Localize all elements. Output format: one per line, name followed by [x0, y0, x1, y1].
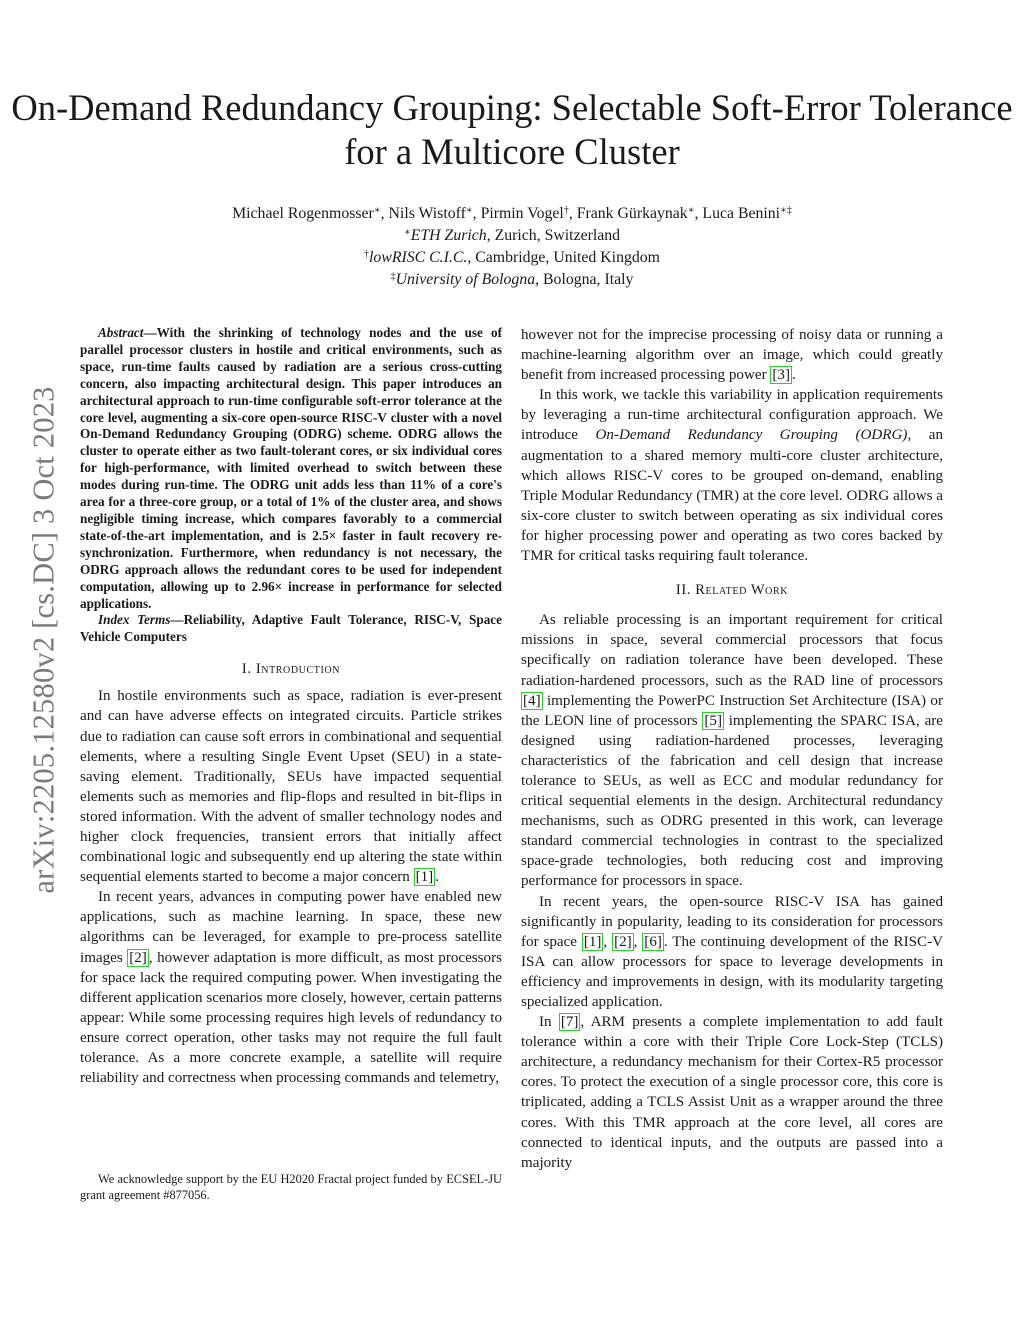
affiliation-mark: †: [364, 249, 370, 260]
author-names: Michael Rogenmosser∗, Nils Wistoff∗, Pirmin Vogel†, Frank Gürkaynak∗, Luca Benini∗‡: [232, 205, 792, 222]
section-numeral: I.: [241, 661, 252, 678]
citation-link[interactable]: [7]: [560, 1014, 579, 1031]
left-column: [80, 325, 502, 1088]
abstract-label: Abstract: [98, 325, 144, 340]
affiliation-eth: [0, 225, 1024, 247]
citation-link[interactable]: [4]: [523, 692, 541, 709]
paragraph: [521, 325, 943, 385]
paragraph-text: In recent years, the open-source RISC-V ISA has gained significantly in popularity, leading to its consideration for processors for space: [521, 893, 943, 950]
section-heading-related-work: [521, 580, 943, 600]
paragraph: [521, 610, 943, 891]
citation-link[interactable]: [6]: [644, 933, 662, 950]
index-terms-text: —Reliability, Adaptive Fault Tolerance, RISC-V, Space Vehicle Computers: [80, 612, 502, 645]
index-terms: [80, 612, 502, 646]
paragraph: [80, 686, 502, 887]
section-title: Related Work: [695, 582, 789, 599]
author-block: [0, 203, 1024, 291]
paper-title: On-Demand Redundancy Grouping: Selectable Soft-Error Tolerance for a Multicore Cluster: [11, 87, 1013, 172]
abstract-text: —With the shrinking of technology nodes and the use of parallel processor clusters in hostile and critical environments, such as space, run-time faults caused by radiation are a serious cross-cutting concern, also impacting architectural design. This paper introduces an architectural approach to run-time configurable soft-error tolerance at the core level, augmenting a six-core open-source RISC-V cluster with a novel On-Demand Redundancy Grouping (ODRG) scheme. ODRG allows the cluster to operate either as two fault-tolerant cores, or six individual cores for high-performance, with limited overhead to switch between these modes during run-time. The ODRG unit adds less than 11% of a core's area for a three-core group, or a total of 1% of the cluster area, and shows negligible timing increase, which compares favorably to a commercial state-of-the-art implementation, and is 2.5× faster in fault recovery re-synchronization. Furthermore, when redundancy is not necessary, the ODRG approach allows the redundant cores to be used for independent computation, allowing up to 2.96× increase in performance for selected applications.: [80, 325, 502, 611]
section-title: Introduction: [255, 661, 341, 678]
author-name: Nils Wistoff: [388, 205, 466, 222]
citation-link[interactable]: [1]: [415, 869, 434, 886]
affiliation-bologna: [0, 269, 1024, 291]
paragraph-text: , an augmentation to a shared memory multi-core cluster architecture, which allows RISC-V cores to be grouped on-demand, enabling Triple Modular Redundancy (TMR) at the core level. ODRG allows a six-core cluster to switch between operating as six individual cores for higher processing power and operating as two cores backed by TMR for critical tasks requiring fault tolerance.: [521, 427, 943, 565]
institution-name: University of Bologna: [395, 271, 536, 288]
affiliation-mark: ∗‡: [780, 205, 792, 216]
institution-location: , Zurich, Switzerland: [486, 227, 621, 244]
affiliation-mark: ‡: [390, 271, 396, 282]
affiliation-mark: †: [563, 205, 569, 216]
author-name: Pirmin Vogel: [480, 205, 564, 222]
author-name: Luca Benini: [702, 205, 781, 222]
affiliation-mark: ∗: [403, 227, 411, 238]
paragraph-text: , however adaptation is more difficult, as most processors for space lack the required computing power. When investigating the different application scenarios more closely, however, certain patterns appear: While some processing requires high levels of redundancy to ensure correct operation, other tasks may not require the full fault tolerance. As a more concrete example, a satellite will require reliability and correctness when processing commands and telemetry,: [80, 949, 502, 1087]
arxiv-identifier-stamp: arXiv:2205.12580v2 [cs.DC] 3 Oct 2023: [26, 386, 61, 894]
paragraph-text: .: [435, 869, 439, 886]
institution-name: ETH Zurich: [410, 227, 487, 244]
paragraph: [521, 385, 943, 566]
paragraph-text: In: [539, 1014, 559, 1031]
paragraph-text: however not for the imprecise processing of noisy data or running a machine-learning algorithm over an image, which could greatly benefit from increased processing power: [521, 327, 943, 384]
paragraph-text: In hostile environments such as space, radiation is ever-present and can have adverse effects on integrated circuits. Particle strikes due to radiation can cause soft errors in combinational and sequential elements, where a resulting Single Event Upset (SEU) in a state-saving element. Traditionally, SEUs have impacted sequential elements such as memories and flip-flops and resulted in bit-flips in stored information. With the advent of smaller technology nodes and higher clock frequencies, transient errors that initially affect combinational logic and subsequently end up altering the state within sequential elements started to become a major concern: [80, 688, 502, 886]
affiliation-lowrisc: [0, 247, 1024, 269]
author-name: Michael Rogenmosser: [232, 205, 374, 222]
paragraph-text: .: [791, 367, 796, 384]
separator: ,: [603, 933, 613, 950]
citation-link[interactable]: [2]: [129, 949, 147, 966]
section-numeral: II.: [675, 582, 692, 599]
paragraph-text: In recent years, advances in computing power have enabled new applications, such as machine learning. In space, these new algorithms can be leveraged, for example to pre-process satellite images: [80, 889, 502, 966]
right-column: [521, 325, 943, 1173]
author-name: Frank Gürkaynak: [576, 205, 688, 222]
index-terms-label: Index Terms: [98, 612, 171, 628]
citation-link[interactable]: [2]: [614, 933, 632, 950]
citation-link[interactable]: [5]: [704, 712, 722, 729]
paragraph-text: implementing the SPARC ISA, are designed using radiation-hardened processes, leveraging characteristics of the fabrication and cell design that increase tolerance to SEUs, as well as ECC and modular redundancy for critical sequential elements in the design. Architectural redundancy mechanisms, such as ODRG presented in this work, can leverage standard commercial technologies in contrast to the specialized space-grade technologies, both reducing cost and improving performance for processors in space.: [521, 712, 943, 890]
paragraph-text: In this work, we tackle this variability in application requirements by leveraging a run-time architectural configuration approach. We introduce: [521, 387, 943, 444]
citation-link[interactable]: [3]: [772, 367, 790, 384]
citation-link[interactable]: [1]: [583, 933, 602, 950]
institution-location: , Cambridge, United Kingdom: [467, 249, 660, 266]
footnote: We acknowledge support by the EU H2020 Fractal project funded by ECSEL-JU grant agreement #877056.: [80, 1172, 502, 1202]
abstract: [80, 325, 502, 612]
emphasized-term: On-Demand Redundancy Grouping (ODRG): [595, 427, 908, 444]
section-heading-introduction: [80, 659, 502, 679]
institution-name: lowRISC C.I.C.: [369, 249, 468, 266]
paragraph: [80, 887, 502, 1088]
paragraph-text: As reliable processing is an important requirement for critical missions in space, several commercial processors that focus specifically on radiation tolerance have been developed. These radiation-hardened processors, such as the RAD line of processors: [521, 612, 943, 689]
affiliation-mark: ∗: [687, 205, 695, 216]
affiliation-mark: ∗: [373, 205, 381, 216]
paragraph-text: . The continuing development of the RISC-V ISA can allow processors for space to leverage developments in efficiency and improvements in design, with its modularity targeting specialized application.: [521, 933, 943, 1010]
paragraph: [521, 1012, 943, 1173]
paragraph: [521, 892, 943, 1013]
paragraph-text: , ARM presents a complete implementation to add fault tolerance within a core with their Triple Core Lock-Step (TCLS) architecture, a redundancy mechanism for their Cortex-R5 processor cores. To protect the execution of a single processor core, this core is triplicated, adding a TCLS Assist Unit as a wrapper around the three cores. With this TMR approach at the core level, all cores are connected to identical inputs, and the outputs are passed into a majority: [521, 1014, 943, 1171]
affiliation-mark: ∗: [465, 205, 473, 216]
paragraph-text: implementing the PowerPC Instruction Set Architecture (ISA) or the LEON line of processors: [521, 692, 943, 729]
institution-location: , Bologna, Italy: [535, 271, 634, 288]
separator: ,: [633, 933, 643, 950]
